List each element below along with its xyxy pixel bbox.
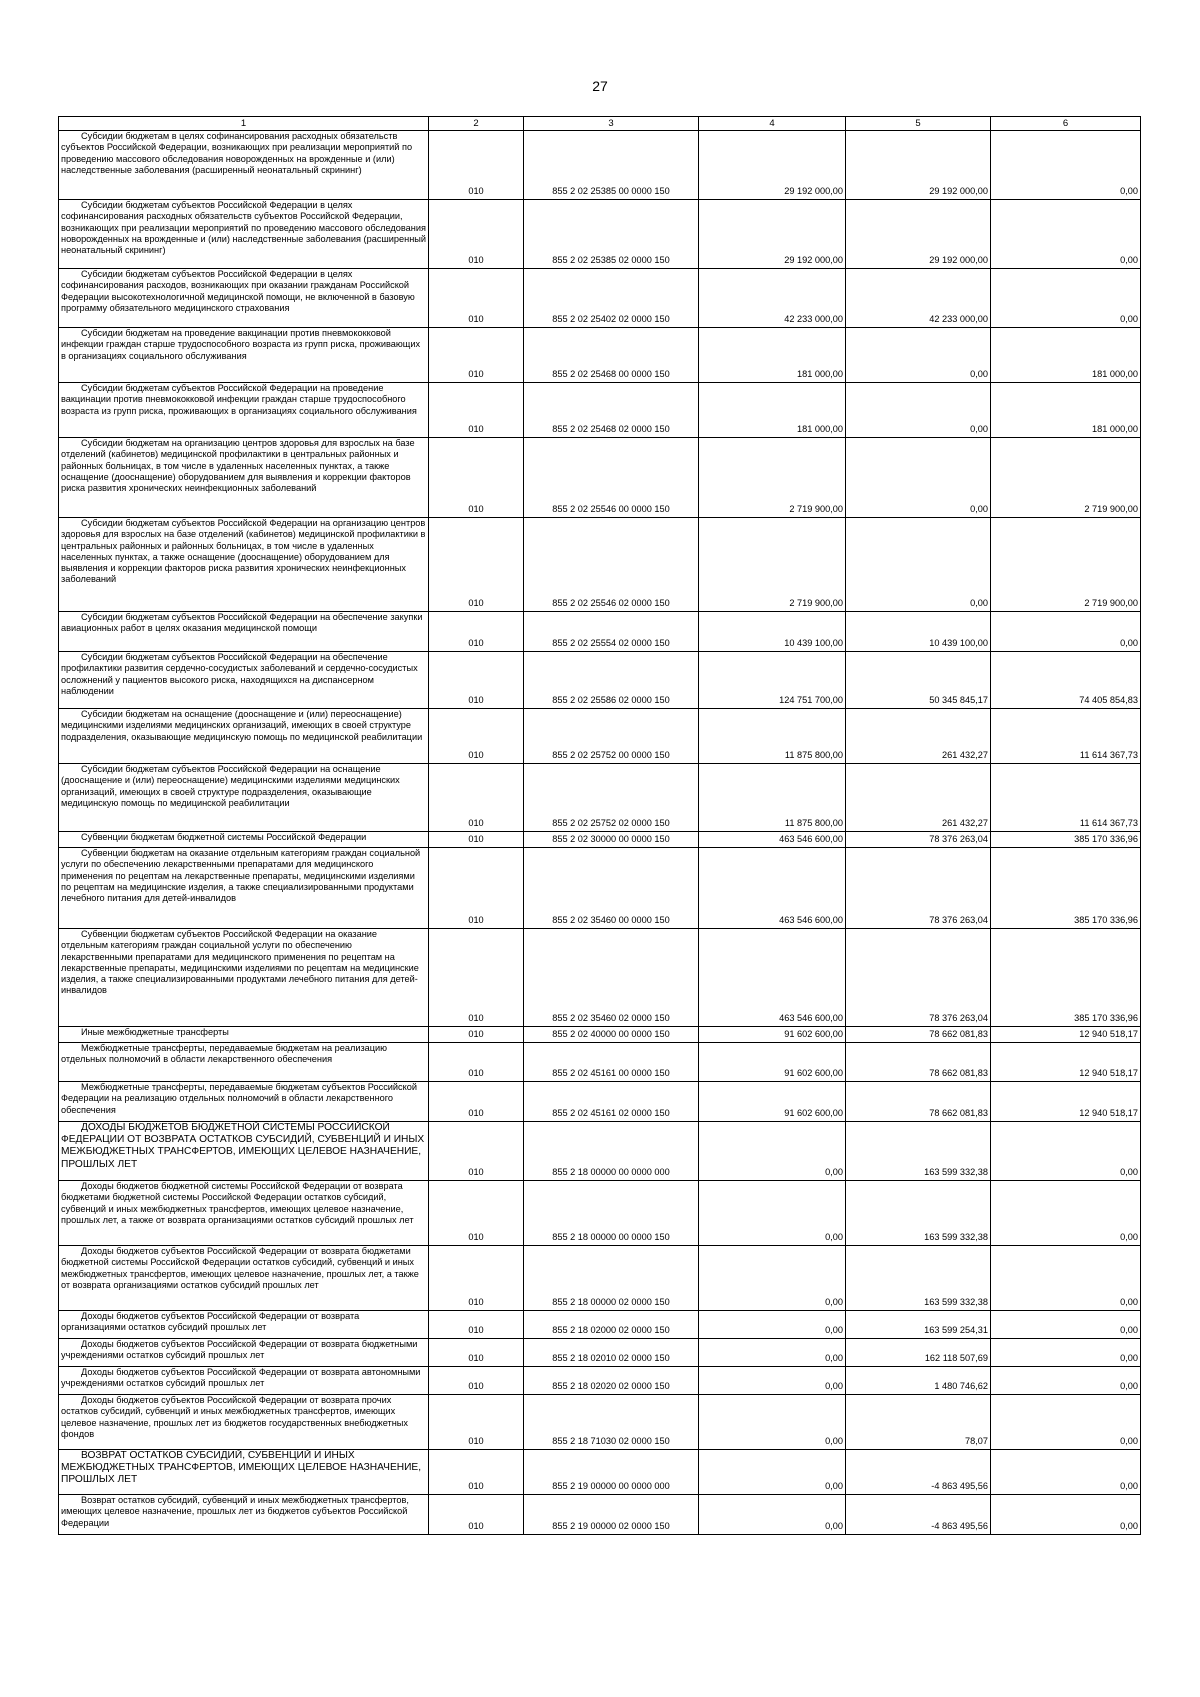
row-line-code: 010 xyxy=(429,200,524,269)
row-unexecuted-amount: 0,00 xyxy=(991,1122,1141,1181)
report-table xyxy=(58,116,1141,1535)
row-unexecuted-amount: 12 940 518,17 xyxy=(991,1027,1141,1043)
row-executed-amount: 0,00 xyxy=(846,383,991,438)
row-executed-amount: 1 480 746,62 xyxy=(846,1367,991,1395)
row-executed-amount: -4 863 495,56 xyxy=(846,1495,991,1535)
row-executed-amount: 0,00 xyxy=(846,328,991,383)
row-income-code: 855 2 02 25752 00 0000 150 xyxy=(524,709,699,764)
report-body xyxy=(59,131,1141,1535)
row-line-code: 010 xyxy=(429,328,524,383)
table-row xyxy=(59,1311,1141,1339)
row-executed-amount: 163 599 254,31 xyxy=(846,1311,991,1339)
table-row xyxy=(59,328,1141,383)
table-row xyxy=(59,1082,1141,1122)
row-name: ДОХОДЫ БЮДЖЕТОВ БЮДЖЕТНОЙ СИСТЕМЫ РОССИЙСКОЙ ФЕДЕРАЦИИ ОТ ВОЗВРАТА ОСТАТКОВ СУБСИДИЙ, СУБВЕНЦИЙ И ИНЫХ МЕЖБЮДЖЕТНЫХ ТРАНСФЕРТОВ, ИМЕЮЩИХ ЦЕЛЕВОЕ НАЗНАЧЕНИЕ, ПРОШЛЫХ ЛЕТ xyxy=(59,1122,429,1181)
row-approved-amount: 0,00 xyxy=(699,1311,846,1339)
row-line-code: 010 xyxy=(429,764,524,832)
table-row xyxy=(59,1495,1141,1535)
row-name: Доходы бюджетов бюджетной системы Российской Федерации от возврата бюджетами бюджетной системы Российской Федерации остатков субсидий, субвенций и иных межбюджетных трансфертов, имеющих целевое назначение, прошлых лет, а также от возврата организациями остатков субсидий прошлых лет xyxy=(59,1181,429,1246)
row-income-code: 855 2 02 35460 00 0000 150 xyxy=(524,848,699,929)
column-header: 6 xyxy=(991,117,1141,131)
row-approved-amount: 463 546 600,00 xyxy=(699,929,846,1027)
row-executed-amount: 0,00 xyxy=(846,438,991,518)
row-line-code: 010 xyxy=(429,1122,524,1181)
table-row xyxy=(59,1450,1141,1495)
row-executed-amount: 78 662 081,83 xyxy=(846,1027,991,1043)
row-unexecuted-amount: 0,00 xyxy=(991,1450,1141,1495)
row-approved-amount: 0,00 xyxy=(699,1367,846,1395)
row-line-code: 010 xyxy=(429,1181,524,1246)
row-unexecuted-amount: 181 000,00 xyxy=(991,328,1141,383)
row-unexecuted-amount: 12 940 518,17 xyxy=(991,1043,1141,1082)
row-unexecuted-amount: 74 405 854,83 xyxy=(991,652,1141,709)
row-executed-amount: 0,00 xyxy=(846,518,991,612)
row-approved-amount: 10 439 100,00 xyxy=(699,612,846,652)
row-executed-amount: 78 376 263,04 xyxy=(846,929,991,1027)
row-unexecuted-amount: 0,00 xyxy=(991,1395,1141,1450)
table-row xyxy=(59,1181,1141,1246)
row-income-code: 855 2 18 00000 00 0000 150 xyxy=(524,1181,699,1246)
row-income-code: 855 2 02 25468 02 0000 150 xyxy=(524,383,699,438)
column-number-row xyxy=(59,117,1141,131)
row-approved-amount: 29 192 000,00 xyxy=(699,200,846,269)
row-unexecuted-amount: 0,00 xyxy=(991,1495,1141,1535)
row-name: Субсидии бюджетам на проведение вакцинации против пневмококковой инфекции граждан старше трудоспособного возраста из групп риска, проживающих в организациях социального обслуживания xyxy=(59,328,429,383)
table-row xyxy=(59,1043,1141,1082)
row-name: Иные межбюджетные трансферты xyxy=(59,1027,429,1043)
row-executed-amount: 163 599 332,38 xyxy=(846,1122,991,1181)
row-unexecuted-amount: 11 614 367,73 xyxy=(991,764,1141,832)
table-row xyxy=(59,848,1141,929)
row-line-code: 010 xyxy=(429,1311,524,1339)
table-row xyxy=(59,438,1141,518)
row-line-code: 010 xyxy=(429,709,524,764)
row-income-code: 855 2 02 25385 02 0000 150 xyxy=(524,200,699,269)
row-line-code: 010 xyxy=(429,1246,524,1311)
row-income-code: 855 2 02 25402 02 0000 150 xyxy=(524,269,699,328)
row-income-code: 855 2 18 02010 02 0000 150 xyxy=(524,1339,699,1367)
row-executed-amount: 162 118 507,69 xyxy=(846,1339,991,1367)
row-income-code: 855 2 18 02020 02 0000 150 xyxy=(524,1367,699,1395)
row-executed-amount: 42 233 000,00 xyxy=(846,269,991,328)
row-unexecuted-amount: 0,00 xyxy=(991,200,1141,269)
row-income-code: 855 2 02 25385 00 0000 150 xyxy=(524,131,699,200)
row-approved-amount: 91 602 600,00 xyxy=(699,1027,846,1043)
row-line-code: 010 xyxy=(429,652,524,709)
row-approved-amount: 0,00 xyxy=(699,1395,846,1450)
column-header: 1 xyxy=(59,117,429,131)
row-name: Возврат остатков субсидий, субвенций и иных межбюджетных трансфертов, имеющих целевое назначение, прошлых лет из бюджетов субъектов Российской Федерации xyxy=(59,1495,429,1535)
row-income-code: 855 2 02 25554 02 0000 150 xyxy=(524,612,699,652)
row-approved-amount: 0,00 xyxy=(699,1339,846,1367)
row-unexecuted-amount: 0,00 xyxy=(991,612,1141,652)
row-approved-amount: 42 233 000,00 xyxy=(699,269,846,328)
table-row xyxy=(59,1246,1141,1311)
row-executed-amount: 163 599 332,38 xyxy=(846,1181,991,1246)
row-line-code: 010 xyxy=(429,832,524,848)
row-income-code: 855 2 02 25586 02 0000 150 xyxy=(524,652,699,709)
row-line-code: 010 xyxy=(429,518,524,612)
row-name: Субсидии бюджетам субъектов Российской Федерации в целях софинансирования расходов, возникающих при оказании гражданам Российской Федерации высокотехнологичной медицинской помощи, не включенной в базовую программу обязательного медицинского страхования xyxy=(59,269,429,328)
table-row xyxy=(59,131,1141,200)
row-line-code: 010 xyxy=(429,1043,524,1082)
table-row xyxy=(59,1122,1141,1181)
row-executed-amount: 50 345 845,17 xyxy=(846,652,991,709)
row-unexecuted-amount: 11 614 367,73 xyxy=(991,709,1141,764)
row-name: Межбюджетные трансферты, передаваемые бюджетам субъектов Российской Федерации на реализацию отдельных полномочий в области лекарственного обеспечения xyxy=(59,1082,429,1122)
row-income-code: 855 2 02 25546 02 0000 150 xyxy=(524,518,699,612)
table-row xyxy=(59,709,1141,764)
row-name: Субсидии бюджетам на организацию центров здоровья для взрослых на базе отделений (кабинетов) медицинской профилактики в центральных районных и районных больницах, в том числе в удаленных населенных пунктах, а также оснащение (дооснащение) оборудованием для выявления и коррекции факторов риска развития хронических неинфекционных заболеваний xyxy=(59,438,429,518)
row-executed-amount: -4 863 495,56 xyxy=(846,1450,991,1495)
row-approved-amount: 181 000,00 xyxy=(699,328,846,383)
table-row xyxy=(59,269,1141,328)
column-header: 2 xyxy=(429,117,524,131)
table-row xyxy=(59,200,1141,269)
row-executed-amount: 78 376 263,04 xyxy=(846,832,991,848)
row-line-code: 010 xyxy=(429,1395,524,1450)
table-row xyxy=(59,1395,1141,1450)
row-line-code: 010 xyxy=(429,1450,524,1495)
row-unexecuted-amount: 0,00 xyxy=(991,269,1141,328)
table-row xyxy=(59,832,1141,848)
row-executed-amount: 261 432,27 xyxy=(846,709,991,764)
row-name: Субсидии бюджетам субъектов Российской Федерации на оснащение (дооснащение и (или) переоснащение) медицинскими изделиями медицинских организаций, имеющих в своей структуре подразделения, оказывающие медицинскую помощь по медицинской реабилитации xyxy=(59,764,429,832)
row-approved-amount: 0,00 xyxy=(699,1122,846,1181)
row-income-code: 855 2 18 00000 02 0000 150 xyxy=(524,1246,699,1311)
table-row xyxy=(59,612,1141,652)
row-executed-amount: 29 192 000,00 xyxy=(846,200,991,269)
row-unexecuted-amount: 2 719 900,00 xyxy=(991,518,1141,612)
row-unexecuted-amount: 0,00 xyxy=(991,1311,1141,1339)
row-line-code: 010 xyxy=(429,1027,524,1043)
row-name: Доходы бюджетов субъектов Российской Федерации от возврата автономными учреждениями остатков субсидий прошлых лет xyxy=(59,1367,429,1395)
row-name: Субсидии бюджетам субъектов Российской Федерации на обеспечение профилактики развития сердечно-сосудистых заболеваний и сердечно-сосудистых осложнений у пациентов высокого риска, находящихся на диспансерном наблюдении xyxy=(59,652,429,709)
row-approved-amount: 0,00 xyxy=(699,1495,846,1535)
row-line-code: 010 xyxy=(429,1339,524,1367)
row-approved-amount: 91 602 600,00 xyxy=(699,1082,846,1122)
table-row xyxy=(59,764,1141,832)
row-unexecuted-amount: 181 000,00 xyxy=(991,383,1141,438)
row-line-code: 010 xyxy=(429,383,524,438)
row-name: ВОЗВРАТ ОСТАТКОВ СУБСИДИЙ, СУБВЕНЦИЙ И ИНЫХ МЕЖБЮДЖЕТНЫХ ТРАНСФЕРТОВ, ИМЕЮЩИХ ЦЕЛЕВОЕ НАЗНАЧЕНИЕ, ПРОШЛЫХ ЛЕТ xyxy=(59,1450,429,1495)
row-executed-amount: 78 662 081,83 xyxy=(846,1082,991,1122)
row-name: Субсидии бюджетам в целях софинансирования расходных обязательств субъектов Российской Федерации, возникающих при реализации мероприятий по проведению массового обследования новорожденных на врожденные и (или) наследственные заболевания (расширенный неонатальный скрининг) xyxy=(59,131,429,200)
row-name: Субсидии бюджетам субъектов Российской Федерации на обеспечение закупки авиационных работ в целях оказания медицинской помощи xyxy=(59,612,429,652)
row-income-code: 855 2 02 35460 02 0000 150 xyxy=(524,929,699,1027)
row-approved-amount: 124 751 700,00 xyxy=(699,652,846,709)
row-line-code: 010 xyxy=(429,848,524,929)
row-income-code: 855 2 02 30000 00 0000 150 xyxy=(524,832,699,848)
table-row xyxy=(59,1367,1141,1395)
row-approved-amount: 11 875 800,00 xyxy=(699,764,846,832)
row-executed-amount: 78 376 263,04 xyxy=(846,848,991,929)
row-unexecuted-amount: 385 170 336,96 xyxy=(991,929,1141,1027)
column-header: 4 xyxy=(699,117,846,131)
row-unexecuted-amount: 2 719 900,00 xyxy=(991,438,1141,518)
row-approved-amount: 91 602 600,00 xyxy=(699,1043,846,1082)
row-approved-amount: 29 192 000,00 xyxy=(699,131,846,200)
row-executed-amount: 163 599 332,38 xyxy=(846,1246,991,1311)
row-approved-amount: 0,00 xyxy=(699,1181,846,1246)
row-name: Субсидии бюджетам субъектов Российской Федерации в целях софинансирования расходных обязательств субъектов Российской Федерации, возникающих при реализации мероприятий по проведению массового обследования новорожденных на врожденные и (или) наследственные заболевания (расширенный неонатальный скрининг) xyxy=(59,200,429,269)
row-name: Субсидии бюджетам на оснащение (дооснащение и (или) переоснащение) медицинскими изделиями медицинских организаций, имеющих в своей структуре подразделения, оказывающие медицинскую помощь по медицинской реабилитации xyxy=(59,709,429,764)
row-line-code: 010 xyxy=(429,131,524,200)
row-name: Доходы бюджетов субъектов Российской Федерации от возврата бюджетами бюджетной системы Российской Федерации остатков субсидий, субвенций и иных межбюджетных трансфертов, имеющих целевое назначение, прошлых лет, а также от возврата организациями остатков субсидий прошлых лет xyxy=(59,1246,429,1311)
row-income-code: 855 2 02 25468 00 0000 150 xyxy=(524,328,699,383)
row-unexecuted-amount: 385 170 336,96 xyxy=(991,832,1141,848)
row-income-code: 855 2 02 45161 00 0000 150 xyxy=(524,1043,699,1082)
row-executed-amount: 78 662 081,83 xyxy=(846,1043,991,1082)
row-approved-amount: 463 546 600,00 xyxy=(699,848,846,929)
row-income-code: 855 2 18 71030 02 0000 150 xyxy=(524,1395,699,1450)
row-name: Доходы бюджетов субъектов Российской Федерации от возврата прочих остатков субсидий, субвенций и иных межбюджетных трансфертов, имеющих целевое назначение, прошлых лет из бюджетов государственных внебюджетных фондов xyxy=(59,1395,429,1450)
row-unexecuted-amount: 0,00 xyxy=(991,1339,1141,1367)
table-row xyxy=(59,1027,1141,1043)
table-row xyxy=(59,929,1141,1027)
row-unexecuted-amount: 12 940 518,17 xyxy=(991,1082,1141,1122)
row-line-code: 010 xyxy=(429,612,524,652)
row-approved-amount: 0,00 xyxy=(699,1450,846,1495)
row-income-code: 855 2 18 00000 00 0000 000 xyxy=(524,1122,699,1181)
row-name: Субвенции бюджетам бюджетной системы Российской Федерации xyxy=(59,832,429,848)
row-name: Доходы бюджетов субъектов Российской Федерации от возврата бюджетными учреждениями остатков субсидий прошлых лет xyxy=(59,1339,429,1367)
row-approved-amount: 0,00 xyxy=(699,1246,846,1311)
row-unexecuted-amount: 0,00 xyxy=(991,1367,1141,1395)
row-unexecuted-amount: 385 170 336,96 xyxy=(991,848,1141,929)
table-row xyxy=(59,518,1141,612)
row-approved-amount: 11 875 800,00 xyxy=(699,709,846,764)
column-header: 3 xyxy=(524,117,699,131)
row-name: Межбюджетные трансферты, передаваемые бюджетам на реализацию отдельных полномочий в области лекарственного обеспечения xyxy=(59,1043,429,1082)
row-executed-amount: 10 439 100,00 xyxy=(846,612,991,652)
row-name: Субсидии бюджетам субъектов Российской Федерации на проведение вакцинации против пневмококковой инфекции граждан старше трудоспособного возраста из групп риска, проживающих в организациях социального обслуживания xyxy=(59,383,429,438)
column-header: 5 xyxy=(846,117,991,131)
row-line-code: 010 xyxy=(429,929,524,1027)
row-name: Доходы бюджетов субъектов Российской Федерации от возврата организациями остатков субсидий прошлых лет xyxy=(59,1311,429,1339)
row-name: Субвенции бюджетам субъектов Российской Федерации на оказание отдельным категориям граждан социальной услуги по обеспечению лекарственными препаратами для медицинского применения по рецептам на лекарственные препараты, медицинскими изделиями по рецептам на медицинские изделия, а также специализированными продуктами лечебного питания для детей-инвалидов xyxy=(59,929,429,1027)
table-row xyxy=(59,652,1141,709)
row-approved-amount: 463 546 600,00 xyxy=(699,832,846,848)
row-unexecuted-amount: 0,00 xyxy=(991,1181,1141,1246)
row-line-code: 010 xyxy=(429,1495,524,1535)
row-approved-amount: 181 000,00 xyxy=(699,383,846,438)
row-line-code: 010 xyxy=(429,438,524,518)
row-line-code: 010 xyxy=(429,269,524,328)
row-income-code: 855 2 02 25752 02 0000 150 xyxy=(524,764,699,832)
row-line-code: 010 xyxy=(429,1367,524,1395)
row-approved-amount: 2 719 900,00 xyxy=(699,438,846,518)
page-number: 27 xyxy=(592,78,608,94)
row-name: Субвенции бюджетам на оказание отдельным категориям граждан социальной услуги по обеспечению лекарственными препаратами для медицинского применения по рецептам на лекарственные препараты, медицинскими изделиями по рецептам на медицинские изделия, а также специализированными продуктами лечебного питания для детей-инвалидов xyxy=(59,848,429,929)
row-executed-amount: 261 432,27 xyxy=(846,764,991,832)
row-line-code: 010 xyxy=(429,1082,524,1122)
table-row xyxy=(59,383,1141,438)
row-income-code: 855 2 02 40000 00 0000 150 xyxy=(524,1027,699,1043)
row-income-code: 855 2 02 45161 02 0000 150 xyxy=(524,1082,699,1122)
table-row xyxy=(59,1339,1141,1367)
row-unexecuted-amount: 0,00 xyxy=(991,131,1141,200)
row-income-code: 855 2 18 02000 02 0000 150 xyxy=(524,1311,699,1339)
row-approved-amount: 2 719 900,00 xyxy=(699,518,846,612)
row-executed-amount: 29 192 000,00 xyxy=(846,131,991,200)
row-income-code: 855 2 19 00000 00 0000 000 xyxy=(524,1450,699,1495)
row-income-code: 855 2 02 25546 00 0000 150 xyxy=(524,438,699,518)
row-income-code: 855 2 19 00000 02 0000 150 xyxy=(524,1495,699,1535)
row-name: Субсидии бюджетам субъектов Российской Федерации на организацию центров здоровья для взрослых на базе отделений (кабинетов) медицинской профилактики в центральных районных и районных больницах, в том числе в удаленных населенных пунктах, а также оснащение (дооснащение) оборудованием для выявления и коррекции факторов риска развития хронических неинфекционных заболеваний xyxy=(59,518,429,612)
row-unexecuted-amount: 0,00 xyxy=(991,1246,1141,1311)
row-executed-amount: 78,07 xyxy=(846,1395,991,1450)
